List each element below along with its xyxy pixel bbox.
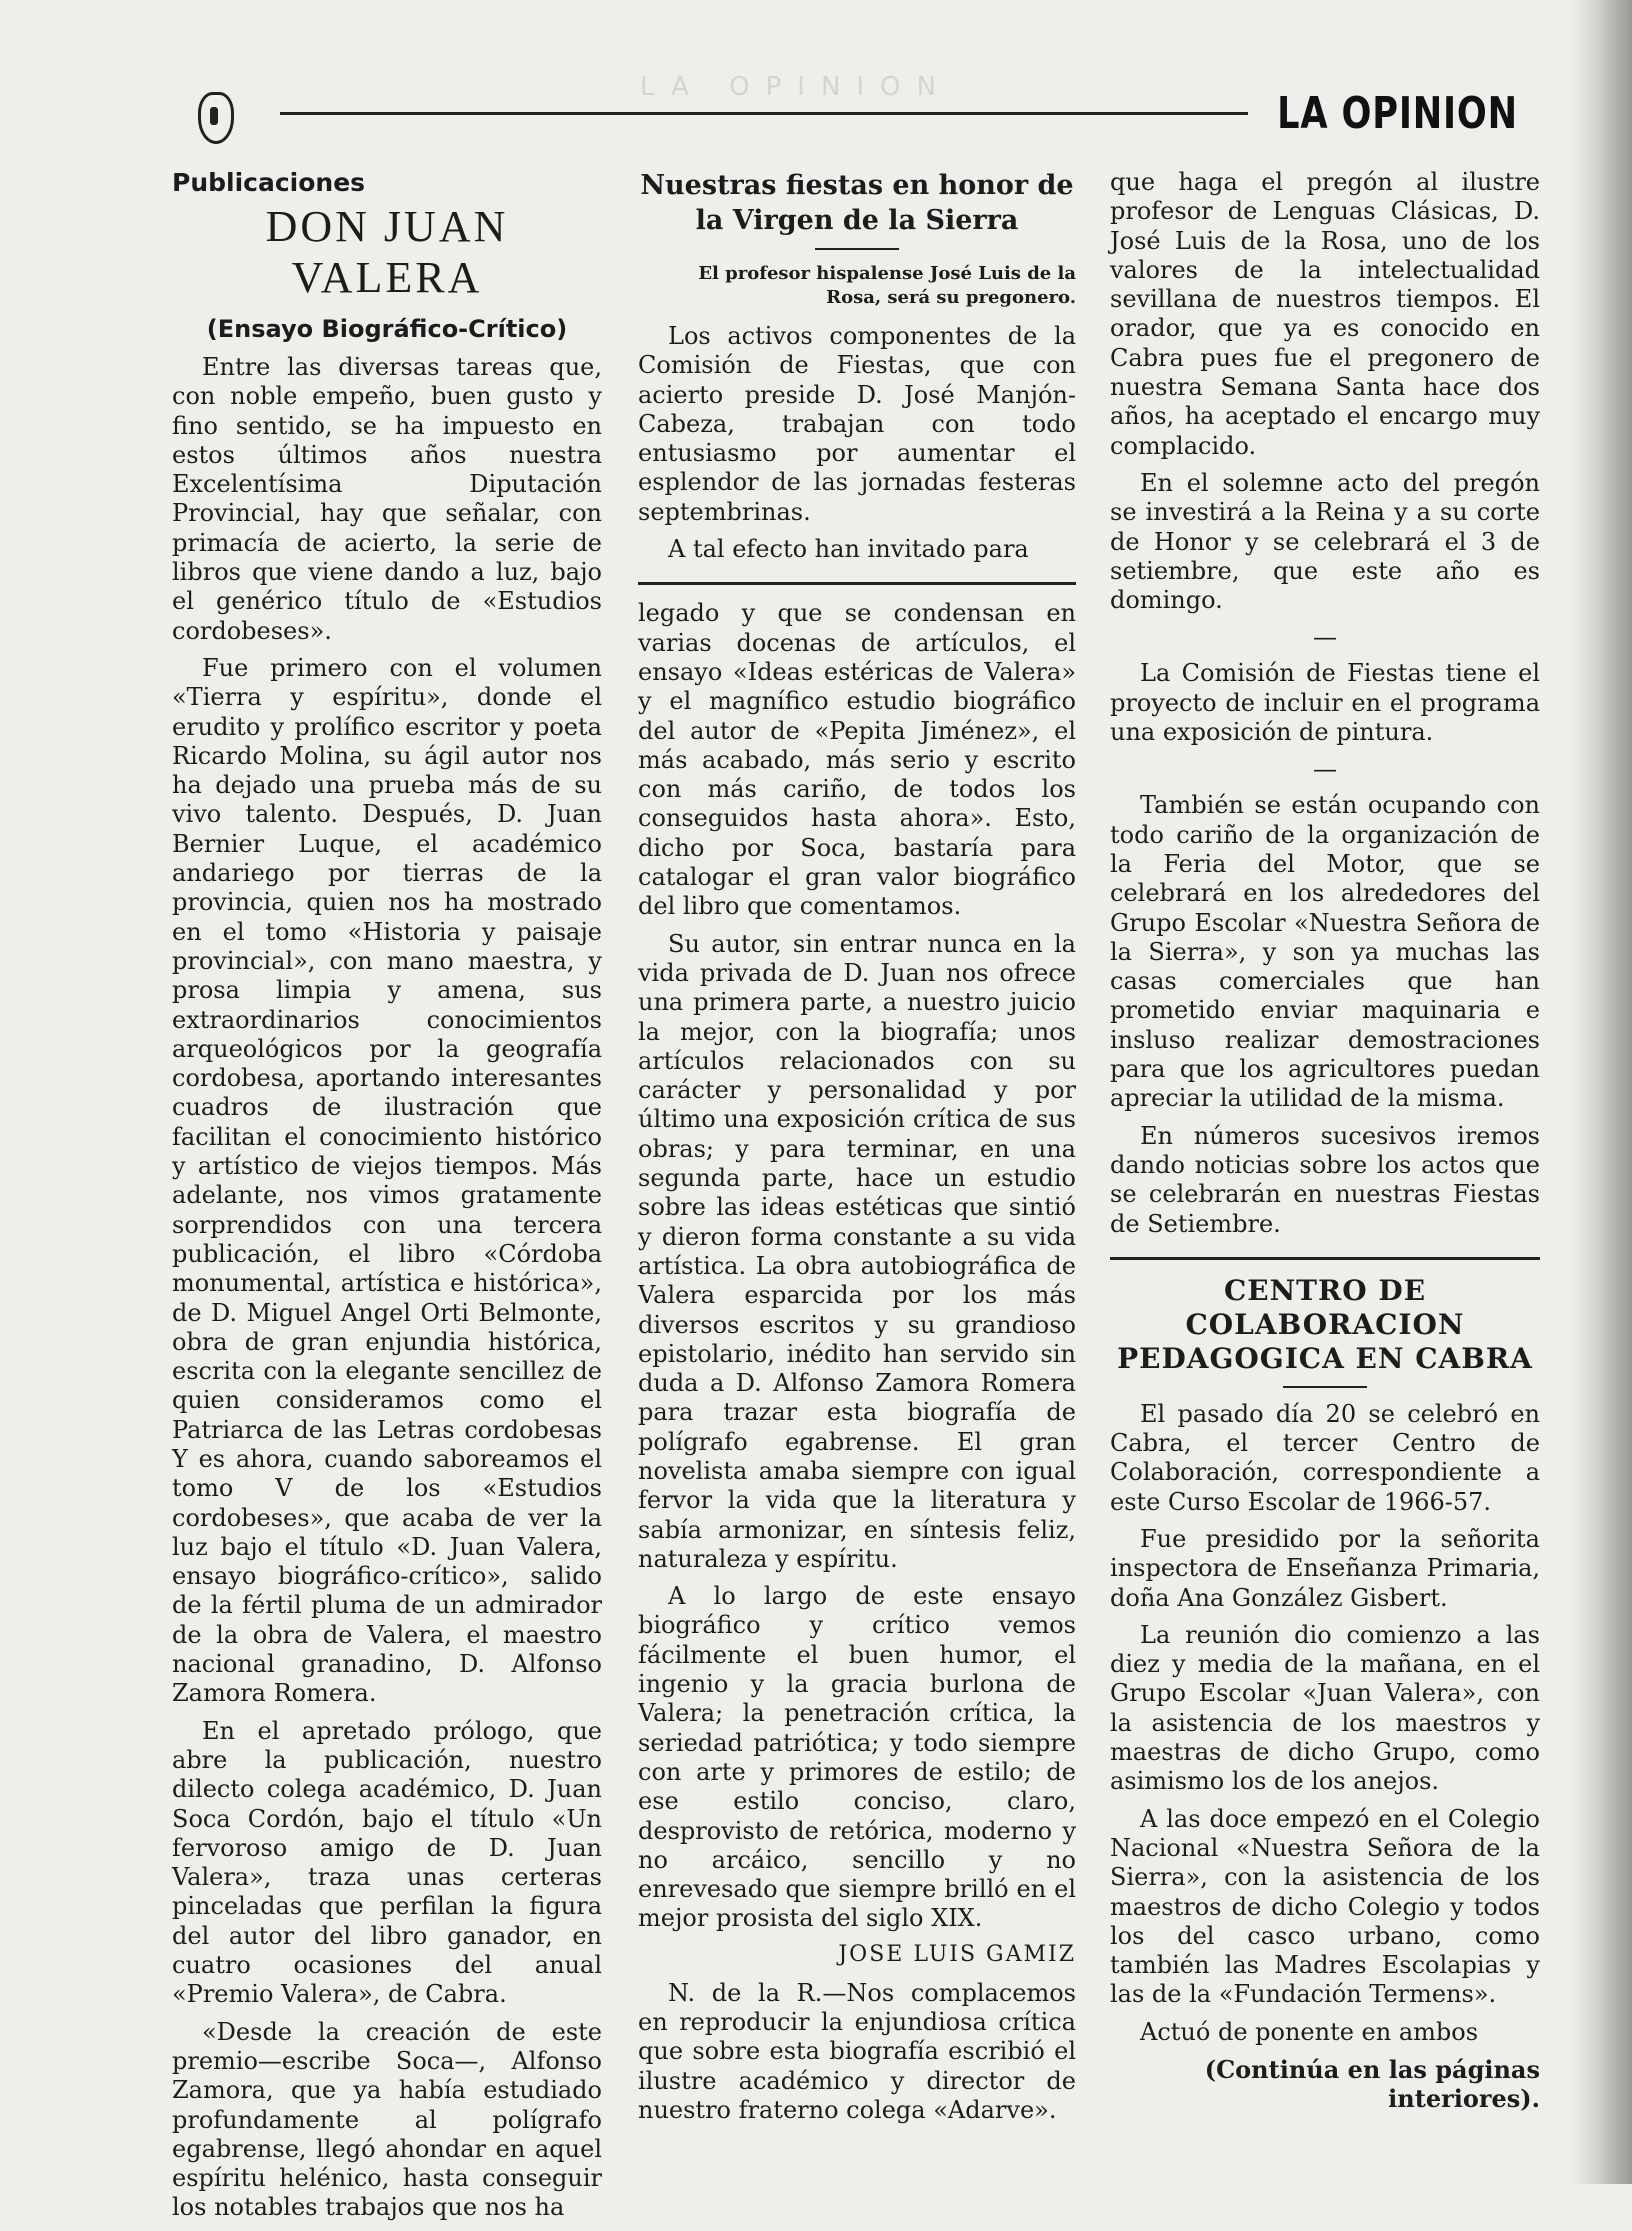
article-subhead-fiestas: El profesor hispalense José Luis de la Rosa, será su pregonero. [698,263,1076,308]
headline-rule [815,248,899,250]
paragraph: La Comisión de Fiestas tiene el proyecto de incluir en el programa una exposición de pintura. [1110,659,1540,747]
column-2 [638,168,1076,2133]
headline-rule [1283,1386,1367,1388]
paragraph: Actuó de ponente en ambos [1140,2017,1479,2046]
paragraph: También se están ocupando con todo cariño de la organización de la Feria del Motor, que se celebrará en los alrededores del Grupo Escolar «Nuestra Señora de la Sierra», y son ya muchas las casas comerciales que han prometido enviar maquinaria e insluso realizar demostraciones para que los agricultores puedan apreciar la utilidad de la misma. [1110,791,1540,1113]
article-headline-valera: DON JUAN VALERA [265,202,509,302]
paragraph: que haga el pregón al ilustre profesor de Lenguas Clásicas, D. José Luis de la Rosa, uno de los valores de la intelectualidad sevillana de nuestros tiempos. El orador, que ya es conocido en Cabra pues fue el pregonero de nuestra Semana Santa hace dos años, ha aceptado el encargo muy complacido. [1110,168,1540,460]
paragraph: La reunión dio comienzo a las diez y media de la mañana, en el Grupo Escolar «Juan Valera», con la asistencia de los maestros y maestras de dicho Grupo, como asimismo los de los anejos. [1110,1620,1540,1796]
paragraph: En el solemne acto del pregón se investirá a la Reina y a su corte de Honor y se celebrará el 3 de setiembre, que este año es domingo. [1110,468,1540,615]
section-divider [638,582,1076,585]
bleed-through-text: LA OPINION [640,72,952,102]
paragraph: Fue presidido por la señorita inspectora de Enseñanza Primaria, doña Ana González Gisbert. [1110,1524,1540,1612]
paragraph: legado y que se condensan en varias docenas de artículos, el ensayo «Ideas estéricas de Valera» y el magnífico estudio biográfico del autor de «Pepita Jiménez», el más acabado, más serio y escrito con más cariño, de todos los conseguidos hasta ahora». Esto, dicho por Soca, bastaría para catalogar el gran valor biográfico del libro que comentamos. [638,599,1076,921]
paragraph: El pasado día 20 se celebró en Cabra, el tercer Centro de Colaboración, correspondiente a este Curso Escolar de 1966-57. [1110,1399,1540,1516]
dash-separator: — [1313,623,1337,652]
article-subhead-valera: (Ensayo Biográfico-Crítico) [206,315,568,343]
section-kicker: Publicaciones [172,168,366,197]
paragraph: En el apretado prólogo, que abre la publicación, nuestro dilecto colega académico, D. Juan Soca Cordón, bajo el título «Un fervoroso amigo de D. Juan Valera», traza unas certeras pinceladas que perfilan la figura del autor del libro ganador, en cuatro ocasiones del anual «Premio Valera», de Cabra. [172,1716,602,2009]
paragraph: Los activos componentes de la Comisión de Fiestas, que con acierto preside D. José Manjón-Cabeza, trabajan con todo entusiasmo por aumentar el esplendor de las jornadas festeras septembrinas. [638,322,1076,526]
paragraph: Fue primero con el volumen «Tierra y espíritu», donde el erudito y prolífico escritor y poeta Ricardo Molina, su ágil autor nos ha dejado una prueba más de su vivo talento. Después, D. Juan Bernier Luque, el académico andariego por tierras de la provincia, quien nos ha mostrado en el tomo «Historia y paisaje provincial», con mano maestra, y prosa limpia y amena, sus extraordinarios conocimientos arqueológicos por la geografía cordobesa, aportando interesantes cuadros de ilustración que facilitan el conocimiento histórico y artístico de viejos tiempos. Más adelante, nos vimos gratamente sorprendidos con una tercera publicación, el libro «Córdoba monumental, artística e histórica», de D. Miguel Angel Orti Belmonte, obra de gran enjundia histórica, escrita con la elegante sencillez de quien consideramos como el Patriarca de las Letras cordobesas Y es ahora, cuando saboreamos el tomo V de los «Estudios cordobeses», que acaba de ver la luz bajo el título «D. Juan Valera, ensayo biográfico-crítico», salido de la fértil pluma de un admirador de la obra de Valera, el maestro nacional granadino, D. Alfonso Zamora Romera. [172,653,602,1708]
paragraph: «Desde la creación de este premio—escribe Soca—, Alfonso Zamora, que ya había estudiado profundamente al polígrafo egabrense, llegó ahondar en aquel espíritu helénico, hasta conseguir los notables trabajos que nos ha [172,2017,602,2222]
continuation-note: (Continúa en las páginas interiores). [1204,2055,1540,2114]
column-1 [172,168,602,2231]
section-divider [1110,1257,1540,1260]
article-headline-centro: CENTRO DE COLABORACION PEDAGOGICA EN CABRA [1117,1273,1533,1375]
paragraph: A tal efecto han invitado para [668,535,1029,564]
paragraph: Entre las diversas tareas que, con noble empeño, buen gusto y fino sentido, se ha impuesto en estos últimos años nuestra Excelentísima Diputación Provincial, hay que señalar, con primacía de acierto, la serie de libros que viene dando a luz, bajo el genérico título de «Estudios cordobeses». [172,353,602,645]
masthead-title: LA OPINION [1277,88,1518,139]
dash-separator: — [1313,755,1337,784]
header-rule [280,112,1248,115]
paragraph: A lo largo de este ensayo biográfico y crítico vemos fácilmente el buen humor, el ingenio y la gracia burlona de Valera; la penetración crítica, la seriedad patriótica; y todo siempre con arte y primores de estilo; de ese estilo conciso, claro, desprovisto de retórica, moderno y no arcáico, sencillo y no enrevesado que siempre brilló en el mejor prosista del siglo XIX. [638,1582,1076,1933]
heraldic-crest-icon [198,92,234,144]
paragraph: En números sucesivos iremos dando noticias sobre los actos que se celebrarán en nuestras Fiestas de Setiembre. [1110,1121,1540,1238]
page-edge-shadow [1572,0,1632,2184]
author-signature: JOSE LUIS GAMIZ [838,1941,1076,1967]
paragraph: A las doce empezó en el Colegio Nacional «Nuestra Señora de la Sierra», con la asistencia de los maestros de dicho Colegio y todos los del casco urbano, como también las Madres Escolapias y las de la «Fundación Termens». [1110,1804,1540,2009]
paragraph: Su autor, sin entrar nunca en la vida privada de D. Juan nos ofrece una primera parte, a nuestro juicio la mejor, con la biografía; unos artículos relacionados con su carácter y personalidad y por último una exposición crítica de sus obras; y para terminar, en una segunda parte, hace un estudio sobre las ideas estéticas que sintió y dieron forma constante a su vida artística. La obra autobiográfica de Valera esparcida por los más diversos escritos y su grandioso epistolario, inédito han servido sin duda a D. Alfonso Zamora Romera para trazar esta biografía de polígrafo egabrense. El gran novelista amaba siempre con igual fervor la vida que la literatura y sabía armonizar, en síntesis feliz, naturaleza y espíritu. [638,929,1076,1573]
article-headline-fiestas: Nuestras fiestas en honor de la Virgen de la Sierra [640,170,1074,236]
column-3 [1110,168,1540,2122]
editor-note: N. de la R.—Nos complacemos en reproducir la enjundiosa crítica que sobre esta biografía escribió el ilustre académico y director de nuestro fraterno colega «Adarve». [638,1978,1076,2124]
